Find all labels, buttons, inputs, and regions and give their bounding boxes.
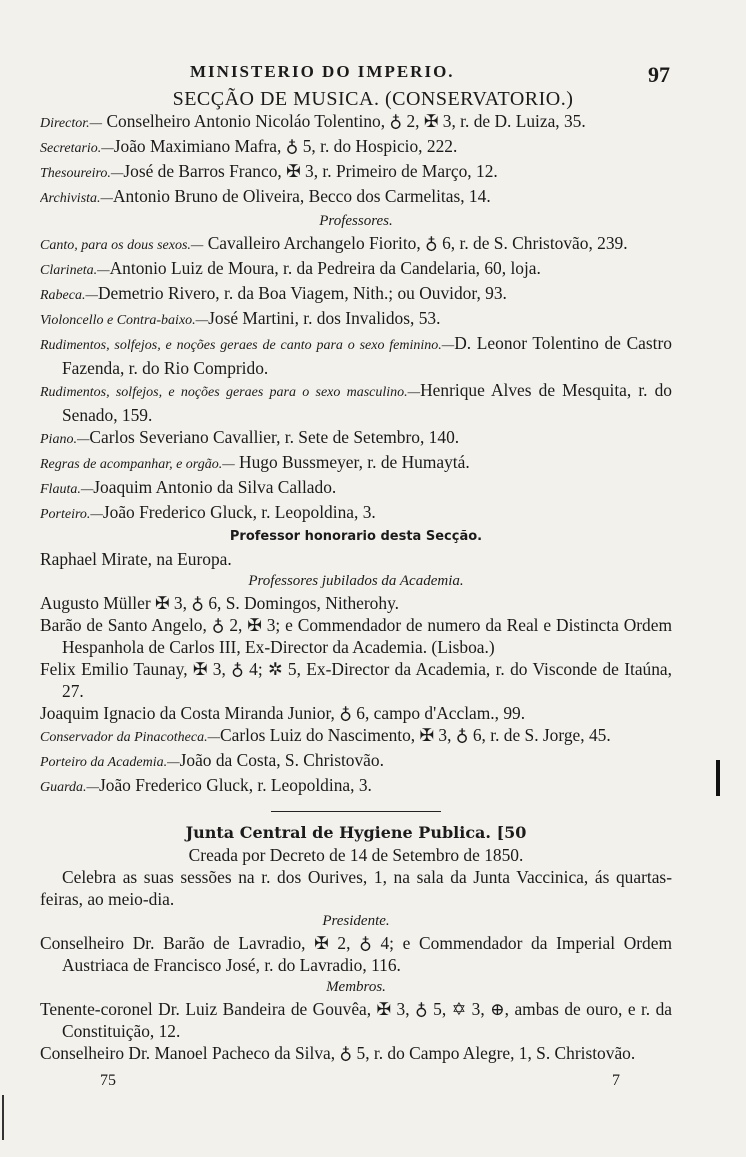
running-header	[0, 62, 746, 88]
professor-entry: Flauta.—Joaquim Antonio da Silva Callado.	[40, 477, 337, 497]
professor-entry: Regras de acompanhar, e orgão.— Hugo Bussmeyer, r. de Humaytá.	[40, 452, 470, 472]
professor-entry: Rudimentos, solfejos, e noções geraes de canto para o sexo feminino.—D. Leonor Tolentino de Castro Fazenda, r. do Rio Comprido.	[40, 333, 672, 378]
professor-entry: Rudimentos, solfejos, e noções geraes para o sexo masculino.—Henrique Alves de Mesquita, r. do Senado, 159.	[40, 380, 672, 425]
staff-entry: Archivista.—Antonio Bruno de Oliveira, Becco dos Carmelitas, 14.	[40, 186, 491, 206]
page-edge-line	[2, 1095, 4, 1140]
honorary-entry: Raphael Mirate, na Europa.	[40, 549, 232, 569]
academy-staff-entry: Guarda.—João Frederico Gluck, r. Leopoldina, 3.	[40, 775, 372, 795]
staff-entry: Secretario.—João Maximiano Mafra, ♁ 5, r. do Hospicio, 222.	[40, 136, 458, 156]
staff-entry: Thesoureiro.—José de Barros Franco, ✠ 3, r. Primeiro de Março, 12.	[40, 161, 498, 181]
members-heading: Membros.	[326, 979, 386, 995]
professor-entry: Piano.—Carlos Severiano Cavallier, r. Sete de Setembro, 140.	[40, 427, 460, 447]
academy-staff-entry: Porteiro da Academia.—João da Costa, S. Christovão.	[40, 750, 384, 770]
margin-mark	[716, 760, 720, 796]
professor-entry: Porteiro.—João Frederico Gluck, r. Leopoldina, 3.	[40, 502, 376, 522]
retired-entry: Augusto Müller ✠ 3, ♁ 6, S. Domingos, Nitherohy.	[40, 593, 399, 613]
signature-mark-left: 75	[100, 1072, 116, 1089]
signature-mark-right: 7	[612, 1072, 620, 1089]
staff-entry: Director.— Conselheiro Antonio Nicoláo Tolentino, ♁ 2, ✠ 3, r. de D. Luiza, 35.	[40, 111, 586, 131]
page-number: 97	[648, 62, 670, 87]
page-footer	[0, 1072, 746, 1096]
section-title: SECÇÃO DE MUSICA. (CONSERVATORIO.)	[172, 88, 574, 110]
president-entry: Conselheiro Dr. Barão de Lavradio, ✠ 2, ♁ 4; e Commendador da Imperial Ordem Austriaca de Francisco José, r. do Lavradio, 116.	[40, 933, 672, 975]
member-entry: Conselheiro Dr. Manoel Pacheco da Silva, ♁ 5, r. do Campo Alegre, 1, S. Christovão.	[40, 1043, 636, 1063]
academy-staff-entry: Conservador da Pinacotheca.—Carlos Luiz do Nascimento, ✠ 3, ♁ 6, r. de S. Jorge, 45.	[40, 725, 611, 745]
retired-entry: Joaquim Ignacio da Costa Miranda Junior, ♁ 6, campo d'Acclam., 99.	[40, 703, 526, 723]
junta-title: Junta Central de Hygiene Publica. [50	[185, 823, 527, 842]
header-title: MINISTERIO DO IMPERIO.	[190, 62, 455, 81]
retired-entry: Barão de Santo Angelo, ♁ 2, ✠ 3; e Commendador de numero da Real e Distincta Ordem Hespanhola de Carlos III, Ex-Director da Academia. (Lisboa.)	[40, 615, 672, 657]
retired-entry: Felix Emilio Taunay, ✠ 3, ♁ 4; ✲ 5, Ex-Director da Academia, r. do Visconde de Itaúna, 27.	[40, 659, 672, 701]
professors-heading: Professores.	[319, 213, 393, 229]
retired-heading: Professores jubilados da Academia.	[248, 573, 464, 589]
professor-entry: Rabeca.—Demetrio Rivero, r. da Boa Viagem, Nith.; ou Ouvidor, 93.	[40, 283, 507, 303]
professor-entry: Canto, para os dous sexos.— Cavalleiro Archangelo Fiorito, ♁ 6, r. de S. Christovão, 239.	[40, 233, 628, 253]
professor-entry: Clarineta.—Antonio Luiz de Moura, r. da Pedreira da Candelaria, 60, loja.	[40, 258, 541, 278]
member-entry: Tenente-coronel Dr. Luiz Bandeira de Gouvêa, ✠ 3, ♁ 5, ✡ 3, ⊕, ambas de ouro, e r. da Constituição, 12.	[40, 999, 672, 1041]
junta-created: Creada por Decreto de 14 de Setembro de 1850.	[188, 845, 524, 865]
junta-sessions: Celebra as suas sessões na r. dos Ourives, 1, na sala da Junta Vaccinica, ás quartas-feiras, ao meio-dia.	[40, 867, 672, 909]
honorary-heading: Professor honorario desta Secção.	[229, 529, 483, 544]
president-heading: Presidente.	[322, 913, 390, 929]
section-divider	[271, 811, 441, 812]
document-body	[40, 110, 672, 1064]
professor-entry: Violoncello e Contra-baixo.—José Martini, r. dos Invalidos, 53.	[40, 308, 441, 328]
